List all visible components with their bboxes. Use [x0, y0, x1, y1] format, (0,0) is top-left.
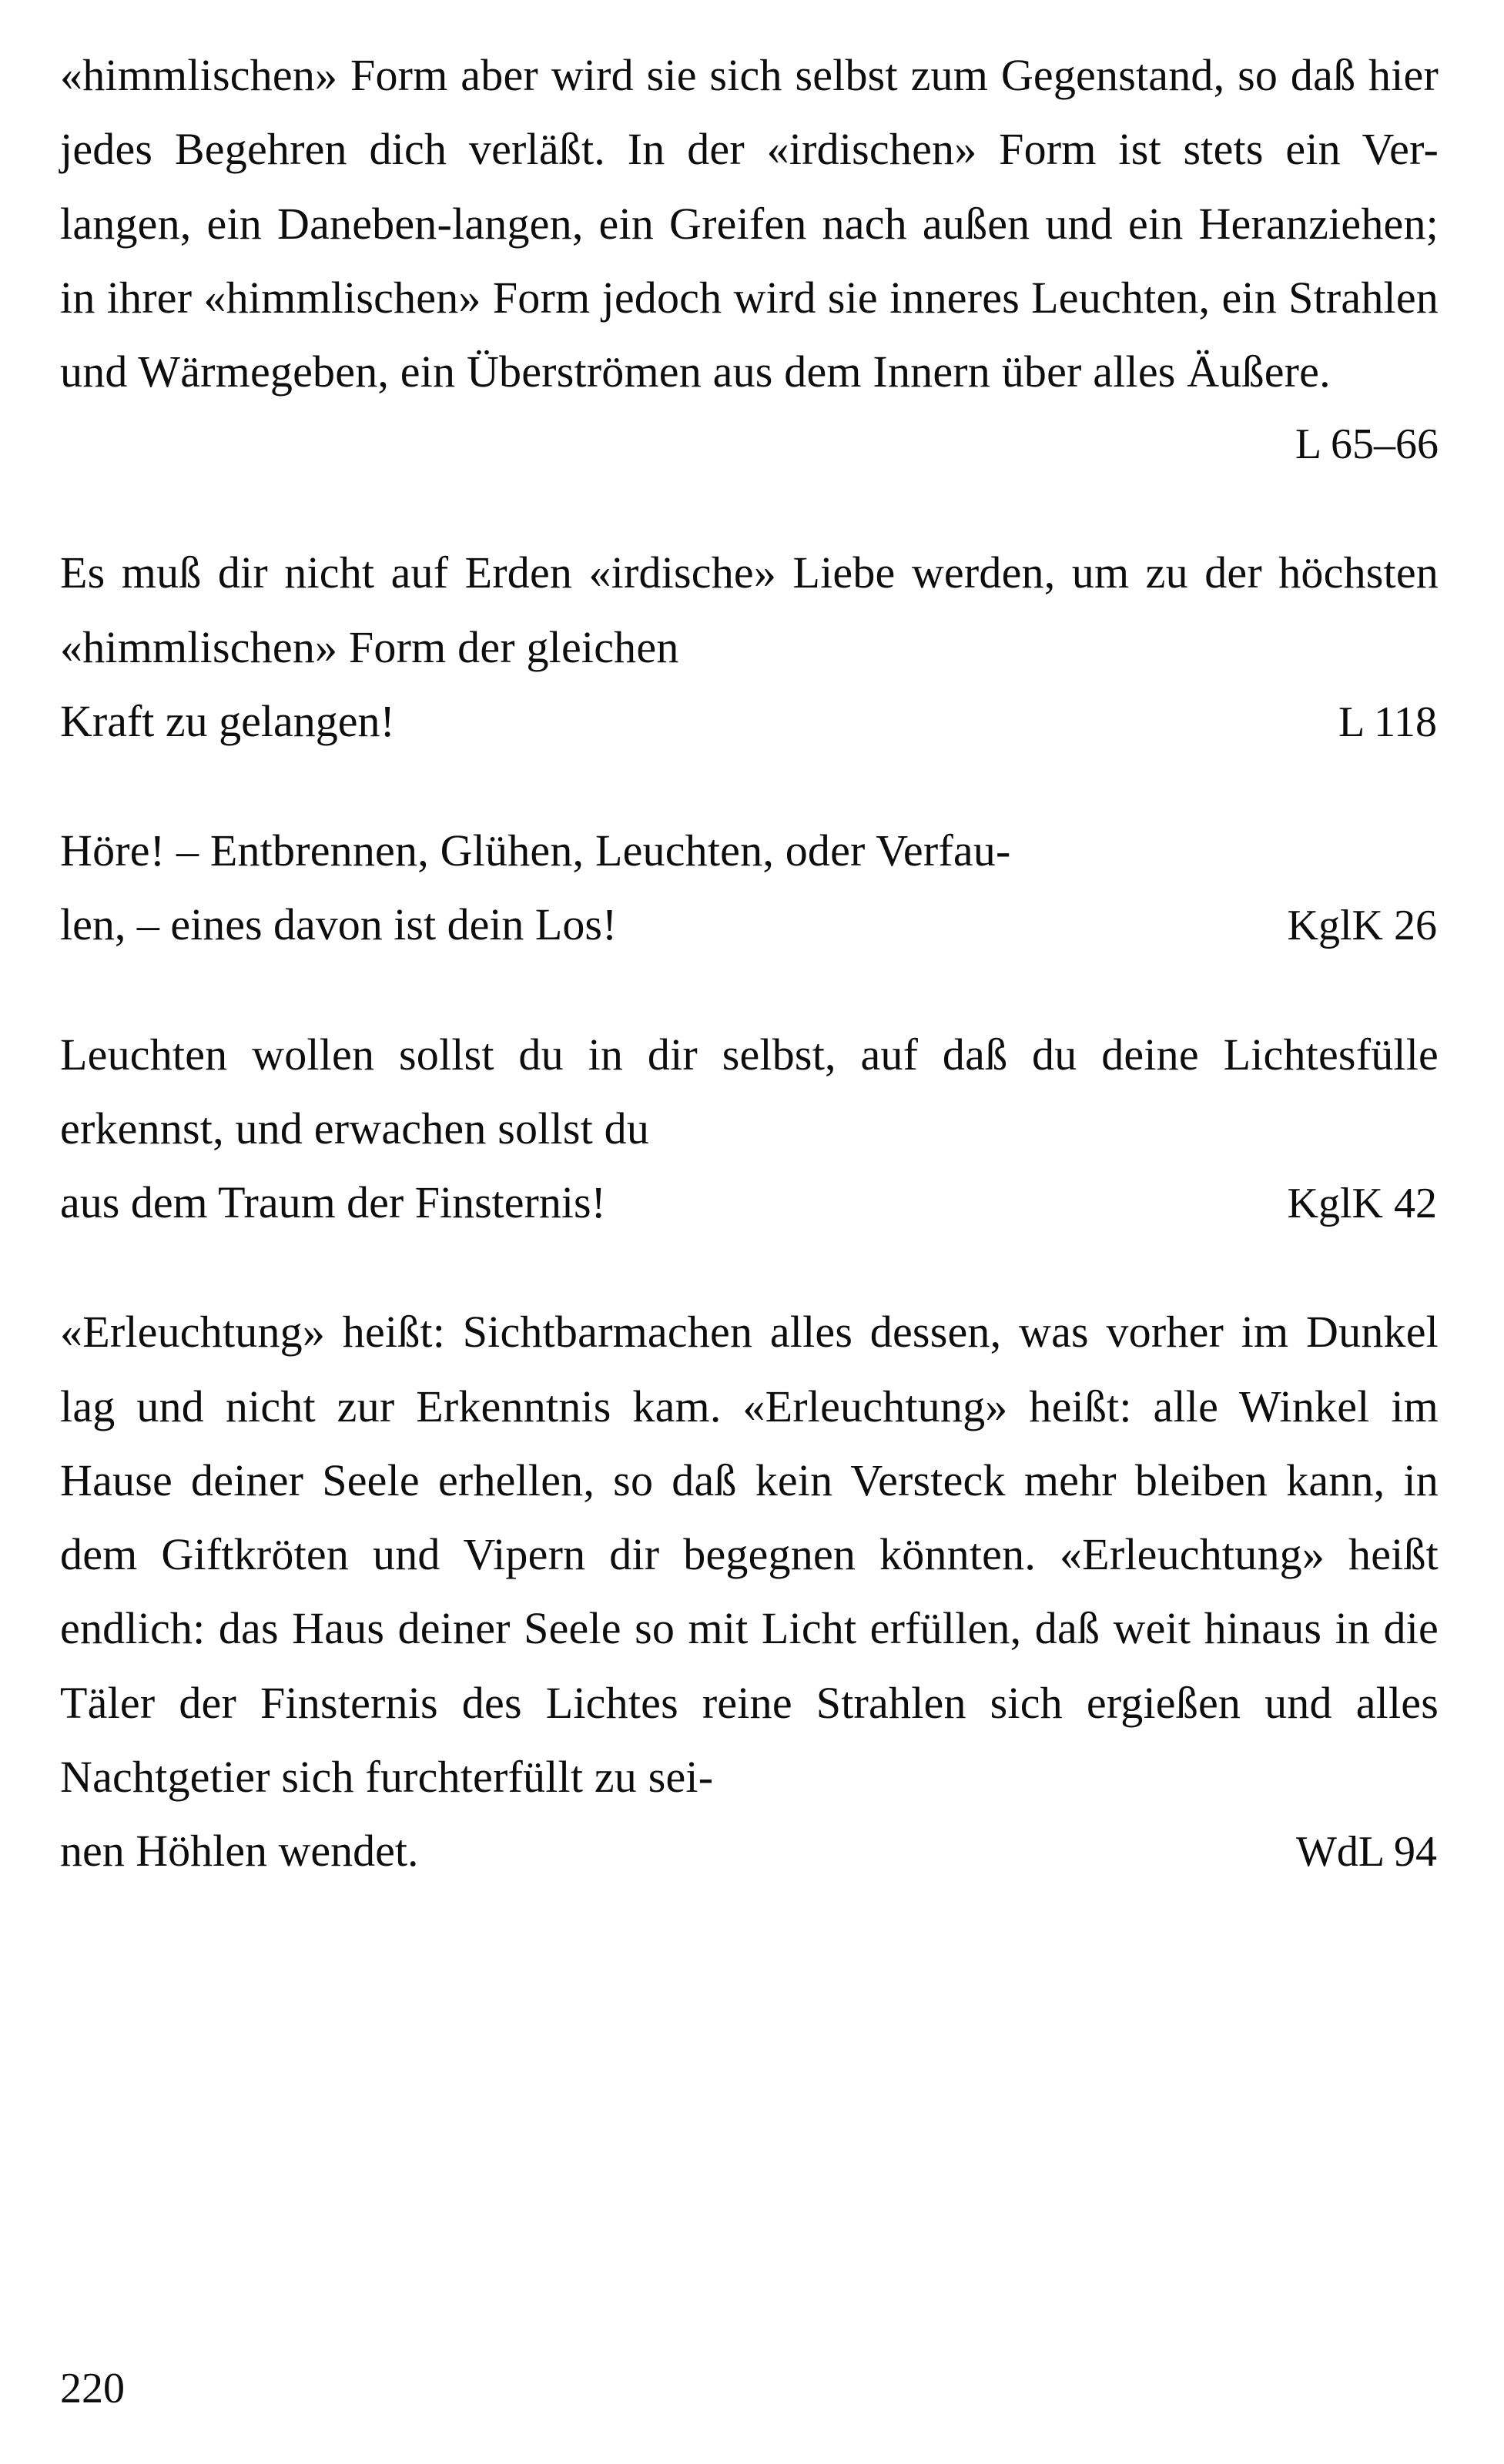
- block-spacer: [60, 962, 1439, 1018]
- paragraph-block-4: Leuchten wollen sollst du in dir selbst, auf daß du deine Lichtesfülle erkennst, und erwachen sollst du: [60, 1029, 1439, 1153]
- paragraph-block-4-lastline-text: aus dem Traum der Finsternis!: [60, 1177, 606, 1228]
- paragraph-block-2-lastline: [60, 685, 1439, 758]
- paragraph-block-2-lastline-text: Kraft zu gelangen!: [60, 695, 395, 746]
- paragraph-block-4-lastline: [60, 1166, 1439, 1240]
- page-content: [60, 38, 1439, 1889]
- block-spacer: [60, 480, 1439, 536]
- paragraph-block-3-text: Höre! – Entbrennen, Glühen, Leuchten, oder Verfau-: [60, 825, 1011, 876]
- paragraph-block-3-lastline-text: len, – eines davon ist dein Los!: [60, 899, 618, 950]
- source-reference-5: WdL 94: [1296, 1828, 1437, 1876]
- paragraph-block-1: «himmlischen» Form aber wird sie sich selbst zum Gegenstand, so daß hier jedes Begehren dich verläßt. In der «irdischen» Form ist stets ein Ver-langen, ein Daneben-langen, ein Greifen nach außen und ein Heranziehen; in ihrer «himmlischen» Form jedoch wird sie inneres Leuchten, ein Strahlen und Wärmegeben, ein Überströmen aus dem Innern über alles Äußere.: [60, 50, 1439, 397]
- paragraph-block-5-lastline-text: nen Höhlen wendet.: [60, 1826, 419, 1876]
- source-reference-3: KglK 26: [1287, 902, 1437, 950]
- source-reference-1: L 65–66: [1295, 420, 1439, 469]
- block-spacer: [60, 1240, 1439, 1295]
- source-reference-2: L 118: [1338, 698, 1437, 746]
- page-number: 220: [60, 2365, 125, 2412]
- paragraph-block-5-lastline: [60, 1814, 1439, 1888]
- paragraph-block-3-lastline: [60, 888, 1439, 962]
- paragraph-block-2: Es muß dir nicht auf Erden «irdische» Liebe werden, um zu der höchsten «himmlischen» Form der gleichen: [60, 547, 1439, 672]
- source-reference-4: KglK 42: [1287, 1180, 1437, 1228]
- paragraph-block-5: «Erleuchtung» heißt: Sichtbarmachen alles dessen, was vorher im Dunkel lag und nicht zur Erkenntnis kam. «Erleuchtung» heißt: alle Winkel im Hause deiner Seele erhellen, so daß kein Versteck mehr bleiben kann, in dem Giftkröten und Vipern dir begegnen könnten. «Erleuchtung» heißt endlich: das Haus deiner Seele so mit Licht erfüllen, daß weit hinaus in die Täler der Finsternis des Lichtes reine Strahlen sich ergießen und alles Nachtgetier sich furchterfüllt zu sei-: [60, 1307, 1439, 1802]
- paragraph-block-3: [60, 814, 1439, 888]
- block-spacer: [60, 758, 1439, 814]
